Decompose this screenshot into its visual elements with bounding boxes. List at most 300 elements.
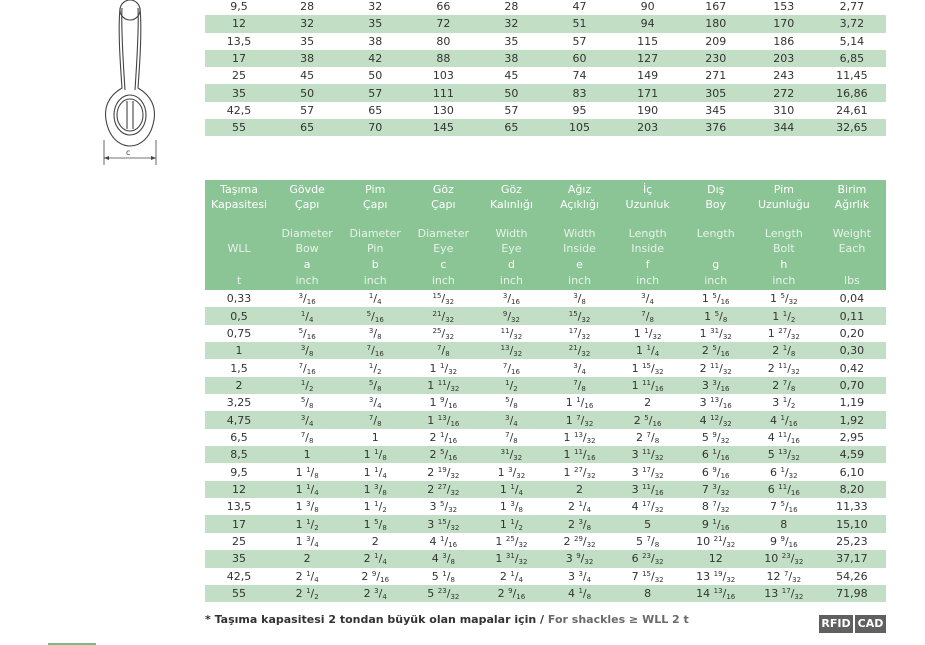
header-label-tr: [341, 182, 409, 212]
table-cell: 1 $^{11}/_{16}$: [545, 446, 613, 463]
table-cell: 7 $^5/_{16}$: [769, 500, 798, 515]
table-cell: 6,85: [818, 50, 886, 67]
header-column: [273, 180, 341, 290]
footnote: [205, 613, 689, 626]
table-cell: 3 $^{17}/_{32}$: [631, 465, 664, 480]
header-label-tr-line: Ağız: [567, 183, 592, 196]
table-row: [205, 377, 886, 394]
header-unit: [682, 273, 750, 288]
table-cell: 7 $^3/_{32}$: [682, 481, 750, 498]
table-cell: $^3/_{16}$: [502, 292, 520, 307]
table-cell: 1,19: [839, 396, 865, 410]
header-label-tr-line: Uzunluk: [625, 198, 670, 211]
table-cell: 11,45: [836, 69, 868, 83]
header-label-en-line: Eye: [433, 242, 454, 255]
table-cell: 6 $^1/_{16}$: [682, 446, 750, 463]
table-cell: 209: [705, 34, 727, 48]
table-cell: 2: [545, 481, 613, 498]
table-cell: 7 $^{15}/_{32}$: [631, 569, 664, 584]
table-cell: 111: [409, 84, 477, 101]
table-cell: $^7/_{16}$: [502, 361, 520, 376]
table-cell: 4 $^{11}/_{16}$: [767, 430, 800, 445]
table-cell: 32,65: [818, 119, 886, 136]
table-cell: 25: [232, 69, 247, 83]
header-label-tr-line: Pim: [365, 183, 386, 196]
table-cell: 230: [682, 50, 750, 67]
table-cell: 13 $^{19}/_{32}$: [696, 569, 736, 584]
table-cell: 60: [545, 50, 613, 67]
table-row: [205, 102, 886, 119]
table-cell: 180: [682, 15, 750, 32]
table-cell: 57: [504, 103, 519, 117]
table-cell: 12: [205, 15, 273, 32]
table-cell: 6 $^9/_{16}$: [701, 465, 730, 480]
table-cell: 3 $^3/_4$: [567, 569, 592, 584]
header-symbol-line: a: [303, 258, 311, 271]
table-cell: $^{17}/_{32}$: [568, 326, 591, 341]
table-cell: 2 $^1/_4$: [341, 550, 409, 567]
table-row: [205, 0, 886, 15]
table-cell: 13 $^{17}/_{32}$: [750, 585, 818, 602]
table-cell: 4 $^{12}/_{32}$: [682, 411, 750, 428]
table-cell: 4 $^3/_8$: [409, 550, 477, 567]
header-label-tr-line: Göz: [432, 183, 454, 196]
table-cell: 243: [773, 69, 795, 83]
table-cell: 3 $^{11}/_{16}$: [614, 481, 682, 498]
header-label-tr: [205, 182, 273, 212]
header-unit-line: inch: [499, 274, 523, 287]
header-label-tr: [273, 182, 341, 212]
header-column: [341, 180, 409, 290]
table-cell: $^7/_8$: [614, 307, 682, 324]
table-cell: 45: [504, 69, 519, 83]
header-label-en-line: Pin: [367, 242, 384, 255]
header-label-en-line: Eye: [501, 242, 522, 255]
header-unit: [546, 273, 614, 288]
header-label-en-line: Bolt: [773, 242, 795, 255]
table-cell: 1: [205, 342, 273, 359]
table-cell: 25,23: [836, 534, 868, 548]
table-cell: 3 $^{11}/_{32}$: [614, 446, 682, 463]
table-cell: 4,75: [205, 411, 273, 428]
table-cell: 1 $^1/_4$: [614, 342, 682, 359]
table-cell: 5: [614, 515, 682, 532]
table-cell: 9,5: [230, 465, 248, 479]
table-cell: 1 $^5/_8$: [341, 515, 409, 532]
table-cell: $^3/_4$: [573, 361, 586, 376]
header-symbol-line: h: [780, 258, 788, 271]
table-cell: 1 $^5/_{32}$: [769, 292, 798, 307]
header-symbol: [409, 257, 477, 272]
header-column: [409, 180, 477, 290]
header-symbol: [546, 257, 614, 272]
header-column: [205, 180, 273, 290]
table-cell: 45: [300, 69, 315, 83]
table-cell: 9 $^1/_{16}$: [682, 515, 750, 532]
header-symbol-line: f: [645, 258, 650, 271]
table-cell: 2 $^1/_4$: [295, 569, 319, 584]
table-cell: 1 $^3/_4$: [295, 534, 319, 549]
table-cell: 0,30: [818, 342, 886, 359]
header-unit-line: inch: [295, 274, 319, 287]
table-cell: 1: [371, 430, 379, 444]
table-cell: 90: [640, 0, 655, 14]
table-cell: $^1/_4$: [368, 292, 382, 307]
table-cell: 1 $^9/_{16}$: [429, 396, 458, 411]
header-label-en-line: Length: [628, 227, 667, 240]
header-symbol-line: e: [576, 258, 583, 271]
table-cell: 32: [477, 15, 545, 32]
header-label-en: [614, 226, 682, 256]
table-cell: 50: [477, 84, 545, 101]
table-cell: 74: [572, 69, 587, 83]
header-label-tr: [614, 182, 682, 212]
table-cell: 271: [705, 69, 727, 83]
table-cell: 57: [300, 103, 315, 117]
table-cell: 1 $^{31}/_{32}$: [477, 550, 545, 567]
table-cell: 115: [637, 34, 659, 48]
table-row: [205, 15, 886, 32]
header-label-tr: [409, 182, 477, 212]
table-row: [205, 394, 886, 411]
table-cell: $^5/_{16}$: [341, 307, 409, 324]
header-unit: [477, 273, 545, 288]
header-label-tr: [477, 182, 545, 212]
header-label-tr-line: Çapı: [431, 198, 456, 211]
table-cell: 1 $^3/_8$: [499, 500, 523, 515]
metric-dimensions-table: [205, 0, 886, 136]
table-row: [205, 67, 886, 84]
header-unit: [341, 273, 409, 288]
table-cell: $^{21}/_{32}$: [409, 307, 477, 324]
table-cell: 5 $^{13}/_{32}$: [750, 446, 818, 463]
table-cell: 1 $^7/_{32}$: [545, 411, 613, 428]
header-symbol-line: c: [440, 258, 447, 271]
header-column: [614, 180, 682, 290]
table-cell: 105: [545, 119, 613, 136]
table-cell: 1 $^{27}/_{32}$: [767, 326, 800, 341]
table-cell: 1 $^1/_4$: [273, 481, 341, 498]
table-row: [205, 481, 886, 498]
table-cell: 94: [614, 15, 682, 32]
table-cell: 42: [341, 50, 409, 67]
table-cell: 71,98: [818, 585, 886, 602]
table-cell: $^3/_4$: [368, 396, 382, 411]
table-cell: 5 $^{23}/_{32}$: [409, 585, 477, 602]
table-cell: 127: [614, 50, 682, 67]
table-cell: 28: [300, 0, 315, 14]
table-cell: 6,10: [839, 465, 865, 479]
table-cell: 54,26: [836, 569, 868, 583]
header-label-en-line: Diameter: [281, 227, 333, 240]
table-cell: 2 $^5/_{16}$: [614, 411, 682, 428]
table-cell: 13,5: [226, 500, 252, 514]
header-unit: [273, 273, 341, 288]
table-cell: 305: [682, 84, 750, 101]
table-cell: $^1/_2$: [273, 377, 341, 394]
header-unit-line: inch: [363, 274, 387, 287]
table-cell: 4 $^{17}/_{32}$: [631, 500, 664, 515]
table-cell: 9,5: [230, 0, 248, 14]
table-cell: 1: [273, 446, 341, 463]
header-label-en: [750, 226, 818, 256]
table-cell: 8,5: [205, 446, 273, 463]
table-cell: 15,10: [818, 515, 886, 532]
table-cell: 66: [436, 0, 451, 14]
table-cell: $^7/_8$: [409, 342, 477, 359]
table-cell: 1 $^{31}/_{32}$: [699, 326, 732, 341]
table-cell: 186: [773, 34, 795, 48]
table-cell: 6 $^{11}/_{16}$: [750, 481, 818, 498]
table-cell: 167: [705, 0, 727, 14]
table-cell: 153: [773, 0, 795, 14]
table-cell: 1 $^1/_2$: [477, 515, 545, 532]
table-cell: 2 $^{11}/_{32}$: [699, 361, 732, 376]
imperial-table-header: [205, 180, 886, 290]
table-cell: 3 $^3/_{16}$: [682, 377, 750, 394]
table-cell: 80: [436, 34, 451, 48]
table-cell: 0,20: [839, 326, 865, 340]
table-row: [205, 568, 886, 585]
table-row: [205, 515, 886, 532]
table-cell: 51: [545, 15, 613, 32]
header-label-en-line: Bow: [295, 242, 319, 255]
table-cell: $^7/_8$: [545, 377, 613, 394]
table-cell: $^7/_{16}$: [341, 342, 409, 359]
table-cell: 1 $^3/_{32}$: [497, 465, 526, 480]
table-cell: 345: [705, 103, 727, 117]
table-cell: 10 $^{21}/_{32}$: [696, 534, 736, 549]
footnote-tr: * Taşıma kapasitesi 2 tondan büyük olan mapalar için /: [205, 613, 545, 626]
header-label-tr-line: İç: [642, 183, 653, 196]
header-label-en-line: Weight: [832, 227, 872, 240]
table-cell: 35: [504, 34, 519, 48]
header-symbol: [682, 257, 750, 272]
table-row: [205, 533, 886, 550]
table-cell: 2 $^{27}/_{32}$: [409, 481, 477, 498]
table-cell: 130: [432, 103, 454, 117]
table-cell: 10 $^{23}/_{32}$: [750, 550, 818, 567]
header-unit-line: inch: [704, 274, 728, 287]
table-cell: 35: [205, 550, 273, 567]
table-cell: 1 $^1/_{16}$: [565, 396, 594, 411]
table-cell: 2 $^1/_4$: [499, 569, 523, 584]
header-label-en-line: Inside: [631, 242, 665, 255]
table-cell: 70: [341, 119, 409, 136]
table-cell: 190: [637, 103, 659, 117]
table-cell: 1 $^1/_8$: [341, 446, 409, 463]
table-cell: 2: [371, 534, 379, 548]
table-cell: 50: [368, 69, 383, 83]
header-label-en: [341, 226, 409, 256]
table-cell: 1 $^3/_8$: [295, 500, 319, 515]
table-cell: 1 $^1/_{32}$: [429, 361, 458, 376]
imperial-dimensions-table: [205, 290, 886, 602]
header-unit-line: inch: [431, 274, 455, 287]
table-cell: 2: [205, 377, 273, 394]
table-cell: 32: [273, 15, 341, 32]
table-cell: 1,92: [818, 411, 886, 428]
header-label-en-line: Inside: [563, 242, 596, 255]
header-label-en: [409, 226, 477, 256]
header-column: [477, 180, 545, 290]
table-cell: 2,77: [839, 0, 865, 14]
header-label-tr-line: Dış: [707, 183, 725, 196]
table-row: [205, 342, 886, 359]
header-label-tr-line: Uzunluğu: [757, 198, 810, 211]
header-label-en: [477, 226, 545, 256]
table-row: [205, 498, 886, 515]
table-cell: 65: [477, 119, 545, 136]
table-cell: $^{25}/_{32}$: [432, 326, 455, 341]
cad-button[interactable]: CAD: [855, 615, 886, 633]
table-cell: 1 $^{25}/_{32}$: [495, 534, 528, 549]
table-cell: 149: [637, 69, 659, 83]
header-column: [546, 180, 614, 290]
header-unit-line: lbs: [844, 274, 860, 287]
table-cell: 55: [205, 119, 273, 136]
table-cell: 1 $^3/_8$: [341, 481, 409, 498]
table-cell: 1 $^5/_{16}$: [701, 292, 730, 307]
header-label-tr-line: Çapı: [363, 198, 388, 211]
table-cell: 1 $^{11}/_{32}$: [409, 377, 477, 394]
table-cell: 5 $^9/_{32}$: [701, 430, 730, 445]
table-cell: 2 $^{11}/_{32}$: [767, 361, 800, 376]
table-cell: 171: [614, 84, 682, 101]
table-cell: 17: [205, 50, 273, 67]
table-cell: 2,95: [839, 430, 865, 444]
header-label-en-line: WLL: [227, 242, 251, 255]
rfid-button[interactable]: RFID: [819, 615, 853, 633]
table-cell: 3 $^5/_{32}$: [429, 500, 458, 515]
table-cell: 4 $^1/_{16}$: [750, 411, 818, 428]
table-row: [205, 359, 886, 376]
header-symbol: [341, 257, 409, 272]
table-cell: 83: [545, 84, 613, 101]
header-unit-line: inch: [772, 274, 796, 287]
table-cell: 6 $^{23}/_{32}$: [614, 550, 682, 567]
table-cell: 2 $^{29}/_{32}$: [563, 534, 596, 549]
table-cell: $^{15}/_{32}$: [545, 307, 613, 324]
table-cell: 2 $^3/_4$: [341, 585, 409, 602]
table-cell: 11,33: [836, 500, 868, 514]
table-cell: 38: [368, 34, 383, 48]
table-row: [205, 50, 886, 67]
header-label-en-line: Length: [764, 227, 803, 240]
table-cell: 376: [682, 119, 750, 136]
table-cell: $^9/_{32}$: [477, 307, 545, 324]
table-cell: 2 $^9/_{16}$: [477, 585, 545, 602]
table-cell: 2 $^1/_8$: [750, 342, 818, 359]
header-label-tr-line: Gövde: [289, 183, 325, 196]
table-cell: 12: [205, 481, 273, 498]
table-cell: 2 $^5/_{16}$: [682, 342, 750, 359]
table-row: [205, 550, 886, 567]
table-cell: 170: [750, 15, 818, 32]
table-cell: 3 $^1/_2$: [772, 396, 796, 411]
table-cell: 1 $^1/_2$: [273, 515, 341, 532]
table-cell: $^{13}/_{32}$: [477, 342, 545, 359]
table-cell: 272: [750, 84, 818, 101]
table-row: [205, 119, 886, 136]
table-cell: 32: [368, 0, 383, 14]
header-label-tr-line: Kalınlığı: [489, 198, 533, 211]
table-cell: 3 $^{13}/_{16}$: [699, 396, 732, 411]
header-column: [818, 180, 886, 290]
table-cell: 1 $^5/_8$: [682, 307, 750, 324]
table-cell: $^3/_4$: [273, 411, 341, 428]
table-cell: 1 $^{11}/_{16}$: [614, 377, 682, 394]
table-cell: 1 $^1/_4$: [363, 465, 387, 480]
table-cell: 72: [409, 15, 477, 32]
table-cell: $^1/_4$: [273, 307, 341, 324]
table-cell: 12: [682, 550, 750, 567]
header-unit: [818, 273, 886, 288]
header-unit: [750, 273, 818, 288]
header-label-en: [818, 226, 886, 256]
table-cell: 16,86: [818, 84, 886, 101]
table-cell: 13,5: [226, 34, 252, 48]
table-cell: $^{11}/_{32}$: [500, 326, 523, 341]
table-cell: 1 $^1/_{32}$: [633, 326, 662, 341]
header-unit-line: inch: [636, 274, 660, 287]
table-cell: 9 $^9/_{16}$: [769, 534, 798, 549]
table-cell: $^3/_8$: [573, 292, 586, 307]
table-cell: 8 $^7/_{32}$: [701, 500, 730, 515]
table-cell: 2 $^1/_2$: [273, 585, 341, 602]
table-cell: 2 $^9/_{16}$: [361, 569, 390, 584]
table-cell: 28: [504, 0, 519, 14]
table-cell: 203: [614, 119, 682, 136]
table-cell: $^3/_4$: [641, 292, 654, 307]
table-cell: 8: [750, 515, 818, 532]
table-row: [205, 429, 886, 446]
table-cell: 35: [300, 34, 315, 48]
table-row: [205, 307, 886, 324]
header-symbol: [750, 257, 818, 272]
footnote-en: For shackles ≥ WLL 2 t: [544, 613, 689, 626]
table-cell: 2: [644, 396, 652, 410]
header-label-en: [682, 226, 750, 241]
table-cell: 3,72: [818, 15, 886, 32]
table-cell: 4,59: [818, 446, 886, 463]
table-cell: 12 $^7/_{32}$: [766, 569, 802, 584]
table-cell: $^{15}/_{32}$: [432, 292, 455, 307]
table-row: [205, 325, 886, 342]
table-cell: 1,5: [230, 361, 248, 375]
table-cell: 24,61: [836, 103, 868, 117]
header-label-en: [205, 226, 273, 256]
header-symbol: [614, 257, 682, 272]
table-cell: 6,5: [230, 430, 248, 444]
header-label-tr: [546, 182, 614, 212]
header-label-en-line: Diameter: [349, 227, 401, 240]
table-cell: 1 $^{27}/_{32}$: [563, 465, 596, 480]
table-row: [205, 411, 886, 428]
table-cell: 25: [232, 534, 247, 548]
table-cell: 35: [341, 15, 409, 32]
table-cell: 4 $^1/_{16}$: [429, 534, 458, 549]
table-cell: 6 $^1/_{32}$: [769, 465, 798, 480]
table-cell: 1 $^{15}/_{32}$: [631, 361, 664, 376]
header-label-en: [546, 226, 614, 256]
table-cell: 65: [368, 103, 383, 117]
table-cell: 5 $^7/_8$: [636, 534, 660, 549]
table-cell: 2 $^1/_{16}$: [429, 430, 458, 445]
table-cell: 0,04: [839, 292, 865, 306]
table-cell: 65: [273, 119, 341, 136]
header-label-tr-line: Çapı: [294, 198, 320, 211]
